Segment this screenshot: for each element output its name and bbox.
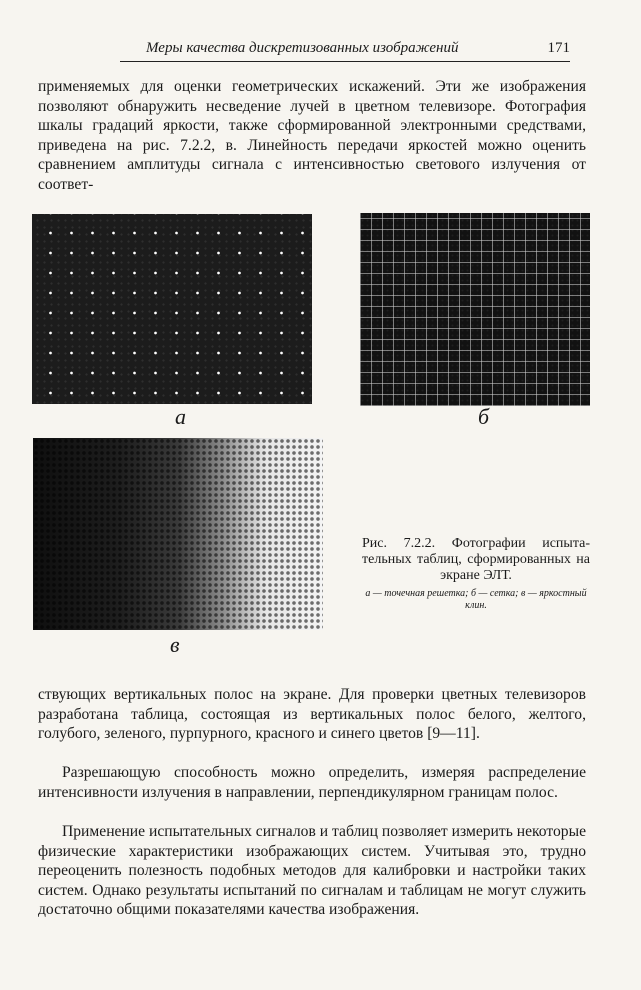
paragraph-3: Разрешающую способность можно определить, измеряя распределение интенсивности излучения в направлении, перпендикулярном границам полос. <box>38 764 586 801</box>
figure-caption-legend: а — точечная решетка; б — сетка; в — яркостный клин. <box>365 588 587 611</box>
figure-label-b: б <box>478 404 490 429</box>
paragraph-4: Применение испытательных сигналов и таблиц позволяет измерить некоторые физические характеристики изображающих систем. Учитывая это, трудно переоценить полезность подобных методов для калибровки и настройки таких систем. Однако результаты испытаний по сигналам и таблицам не могут служить достаточно общими показателями качества изображения. <box>38 823 586 919</box>
figure-caption-main: Рис. 7.2.2. Фотографии испытательных таблиц, сформированных на экране ЭЛТ. <box>362 536 590 583</box>
figure-brightness-wedge-photo <box>33 438 323 630</box>
paragraph-2: ствующих вертикальных полос на экране. Для проверки цветных телевизоров разработана таблица, состоящая из вертикальных полос белого, желтого, голубого, зеленого, пурпурного, красного и синего цветов [9—11]. <box>38 686 586 743</box>
figure-dot-grid-photo <box>32 214 312 404</box>
running-title: Меры качества дискретизованных изображений <box>146 40 459 56</box>
figure-label-c: в <box>170 632 180 657</box>
figure-caption <box>362 536 590 612</box>
figure-label-a: а <box>175 404 186 429</box>
header-rule <box>120 61 570 62</box>
page-number: 171 <box>547 40 570 56</box>
figure-crosshatch-grid-photo <box>360 213 590 406</box>
running-header <box>120 38 570 62</box>
paragraph-1: применяемых для оценки геометрических искажений. Эти же изображения позволяют обнаружить несведение лучей в цветном телевизоре. Фотография шкалы градаций яркости, также сформированной электронными средствами, приведена на рис. 7.2.2, в. Линейность передачи яркостей можно оценить сравнением амплитуды сигнала с интенсивностью светового излучения от соответ- <box>38 78 586 193</box>
